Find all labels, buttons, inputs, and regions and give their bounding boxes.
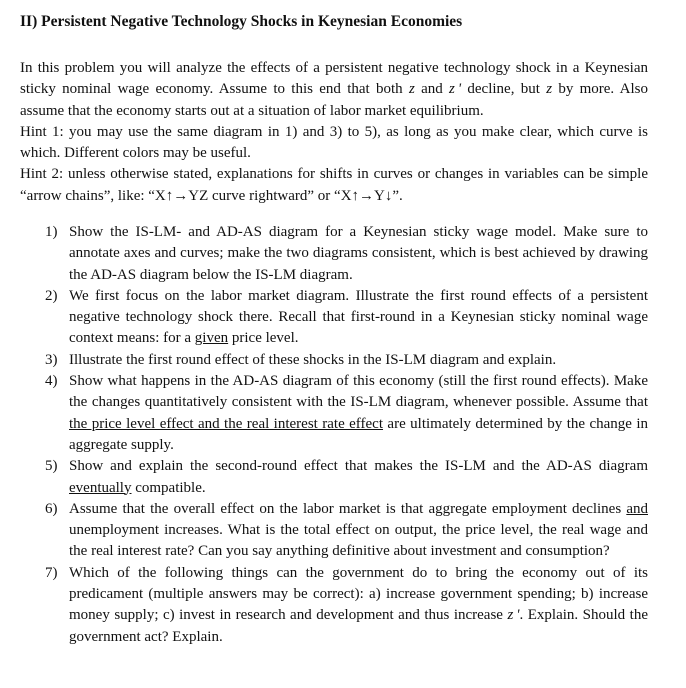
hint-2: Hint 2: unless otherwise stated, explanations for shifts in curves or changes in variables can be simple “arrow chains”, like: “X↑→YZ curve rightward” or “X↑→Y↓”.: [20, 166, 648, 204]
intro-block: [20, 58, 648, 207]
question-item-2: [20, 286, 648, 350]
intro-text: by more. Also assume that the economy starts out at a situation of labor market equilibrium.: [20, 81, 648, 119]
question-text: Show and explain the second-round effect that makes the IS-LM and the AD-AS diagram: [69, 458, 648, 475]
question-text: Illustrate the first round effect of these shocks in the IS-LM diagram and explain.: [69, 351, 557, 368]
question-item-1: [20, 222, 648, 286]
question-text: are ultimately determined by the change in aggregate supply.: [69, 415, 648, 453]
question-text: compatible.: [131, 479, 206, 496]
hint-1: Hint 1: you may use the same diagram in 1) and 3) to 5), as long as you make clear, which curve is which. Different colors may be useful.: [20, 123, 648, 162]
question-item-3: [20, 350, 648, 371]
question-text: Show the IS-LM- and AD-AS diagram for a Keynesian sticky wage model. Make sure to annotate axes and curves; make the two diagrams consistent, which is best achieved by drawing the AD-AS diagram below the IS-LM diagram.: [69, 224, 648, 283]
question-number: 7): [45, 564, 58, 581]
question-item-5: [20, 456, 648, 499]
question-number: 4): [45, 373, 58, 390]
question-text: Show what happens in the AD-AS diagram of this economy (still the first round effects). Make the changes quantitatively consistent with the IS-LM diagram, whenever possible. Assume that: [69, 373, 648, 411]
underlined-text: eventually: [69, 479, 132, 496]
question-text: . Explain. Should the government act? Explain.: [69, 607, 648, 645]
var-z: z: [546, 81, 553, 98]
intro-paragraph: [20, 58, 648, 122]
underlined-text: and: [626, 500, 648, 517]
question-text: unemployment increases. What is the total effect on output, the price level, the real wage and the real interest rate? Can you say anything definitive about investment and consumption?: [69, 522, 648, 560]
question-text: We first focus on the labor market diagram. Illustrate the first round effects of a persistent negative technology shock there. Recall that first-round in a Keynesian sticky nominal wage context means: for a: [69, 287, 648, 347]
question-number: 2): [45, 287, 58, 304]
question-item-4: [20, 371, 648, 456]
question-item-7: [20, 563, 648, 648]
intro-text: decline, but: [461, 81, 547, 98]
question-number: 6): [45, 500, 58, 517]
underlined-text: the price level effect and the real interest rate effect: [69, 415, 384, 432]
intro-text: and: [414, 81, 450, 98]
question-number: 5): [45, 458, 58, 475]
intro-text: In this problem you will analyze the effects of a persistent negative technology shock in a Keynesian sticky nominal wage economy. Assume to this end that both: [20, 60, 648, 98]
var-z-prime: z ': [449, 81, 462, 98]
underlined-text: given: [194, 330, 229, 347]
question-text: price level.: [228, 330, 299, 347]
var-z-prime: z ': [507, 607, 520, 624]
question-number: 3): [45, 351, 58, 368]
question-text: Assume that the overall effect on the labor market is that aggregate employment declines: [69, 500, 627, 517]
question-list: [20, 222, 648, 648]
section-title: II) Persistent Negative Technology Shocks in Keynesian Economies: [20, 13, 463, 30]
question-number: 1): [45, 224, 58, 240]
var-z: z: [408, 81, 415, 98]
question-text: Which of the following things can the government do to bring the economy out of its predicament (multiple answers may be correct): a) increase government spending; b) increase money supply; c) invest in research and development and thus increase: [69, 564, 648, 624]
question-item-6: [20, 499, 648, 563]
